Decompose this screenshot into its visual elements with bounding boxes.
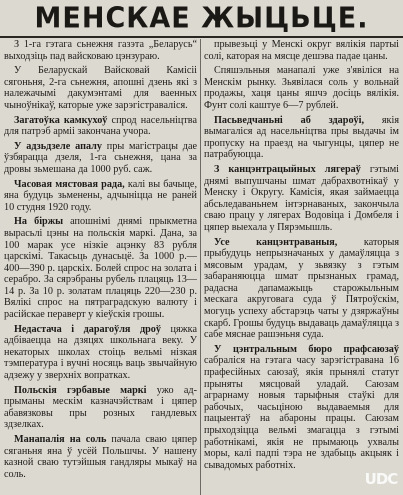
paragraph-text: пры магістрацы дае ўзбярацца дзеля, 1-га сьнежня, цана за дровы зьмешана да 1000 руб. саж. [4,140,197,175]
article-paragraph [4,179,197,214]
article-paragraph [4,434,197,480]
article-paragraph [204,164,399,234]
paragraph-lead: Манапалія на соль [14,434,107,445]
paragraph-lead: Загатоўка камкухоў [14,114,108,126]
paragraph-lead: Усе канцэнтраваныя, [214,236,338,248]
article-paragraph [204,237,399,341]
paragraph-text: сабраліся на гэтага часу зарэгістравана 16 прафесійных саюзаў, якія прынялі статут прыняты мясцовай уладай. Саюзам аграрнаму новыя тарыфныя стаўкі для рабочых, часьціною выдаваемыя для пацыентаў на абароны працы. Саюзам прыходзіцца вельмі змагацца з гэтымі работнікамі, якія не прымаюць ухвалы моры, калі падпі тэра не здабыць акцыяк і сывадомых работніх. [204,355,399,471]
paragraph-lead: Пасьведчаньні аб здароўі, [214,114,365,126]
article-paragraph [4,65,197,111]
paragraph-text: калі вы бачыце, яна будуць зьменены, адчыніцца не раней 10 студня 1920 году. [4,178,197,213]
paragraph-lead: У цэнтральным бюро прафсаюзаў [214,343,399,355]
paragraph-text: спрод насельніцтва для патрэб арміі закончана учора. [4,114,197,138]
article-paragraph [204,344,399,472]
column-divider [200,39,201,495]
masthead [0,0,403,38]
paragraph-lead: У адзьдзеле апалу [14,140,102,152]
paragraph-text: гэтымі днямі выпушчаны шмат дабрахвотнікаў у Менску і Округу. Камісія, якая займаецца абсьледаваньнем інтэрнаваных, закончыла сваю працу у лягерах Водовіца і Домбеля і цяпер выехала у Пярэмышль. [204,163,399,233]
article-paragraph [4,39,197,62]
paragraph-lead: На біржы [14,216,64,228]
paragraph-text: З 1-га гэтага сьнежня газэта „Беларусь“ выходзіць пад вайсковаю цэнзураю. [4,39,197,62]
paragraph-text: цяжка адбіваецца на дзяцях школьнага веку. У некаторых школах стоіць вельмі нізкая тэмпература і вучні носяць ваць звычайную адзежу у зверхніх вопратках. [4,323,197,382]
paragraph-lead: З канцэнтрацыйных лягераў [214,163,361,175]
paragraph-text: Спяшэльныя манапалі уже з'явіліся на Менскім рынку. Зьявілася соль у вольнай продажы, хаця цаны яшчэ досіць вялікія. Фунт солі каштуе 6—7 рублей. [204,65,399,111]
paragraph-text: якія вымагаліся ад насельніцтва пры выдачы ім пропуску на праезд на чыгунцы, цяпер не патрабуюцца. [204,114,399,161]
article-paragraph [4,385,197,431]
article-paragraph [4,216,197,320]
page-title: МЕНСКАЕ ЖЫЦЬЦЕ. [34,1,369,35]
paragraph-text: апошнімі днямі прыкметна вырасьлі цэны на польскія маркі. Дана, за 100 марак усе нізкіе ацэнку 83 рубля царскімі. Такасьць дунасьцё. За 1000 р.—400—390 р. царскіх. Болей спрос на золата і серабро. За сярэбраны рубель плацяць 13—14 р. За 10 р. золатам плацяць 220—230 р. Вялікі спрос на пятраградскую валюту і расійскае пераверт у кіеўскія грошы. [4,216,197,321]
article-paragraph [4,141,197,176]
article-paragraph [204,115,399,161]
paragraph-text: прывезьці у Менскі округ вялікія партыі солі, каторая на мясце дешэва падае цаны. [204,39,399,62]
left-column [4,39,197,491]
paragraph-text: пачала сваю цяпер сяганьня яна ў усёй Польшчы. У нашену казной сваю тутэйшыя гандляры мыкаў на соль. [4,434,197,480]
paragraph-text: ужо адпрыманы мескім казначэйствам і цяпер абавязковы пры розных гандлевых здзелках. [4,384,197,431]
paragraph-text: каторыя прыбудуць непрызначаных у дамаўляцца з мясовым урадам, у зьвязку з гэтым забараняюцца шмат прызнаных грамад, радасна дапамажыць старожыльным мескага акруговага суда ў Пятроўскім, могуць успеху абстарэць чаты у дзяржаўны скарб. Грошы будуць выдаваць дамаўляцца з сабе мяснае рашэньня суда. [204,236,399,341]
paragraph-lead: Польскія гэрбавые маркі [14,384,147,396]
article-paragraph [4,324,197,382]
paragraph-lead: Недастача і дарагоўля дроў [14,323,161,335]
paragraph-text: У Беларускай Вайсковай Камісіі сягоньня, 2-га сьнежня, апошні дзень які з належачымі дакумэнтамі для ваенных чыноўнікаў, каторые уже зарэгістраваліся. [4,65,197,111]
right-column [204,39,399,491]
article-paragraph [4,115,197,138]
article-paragraph [204,39,399,62]
watermark-logo: UDC [364,470,398,488]
article-paragraph [204,65,399,111]
paragraph-lead: Часовая мястовая рада, [14,178,125,190]
